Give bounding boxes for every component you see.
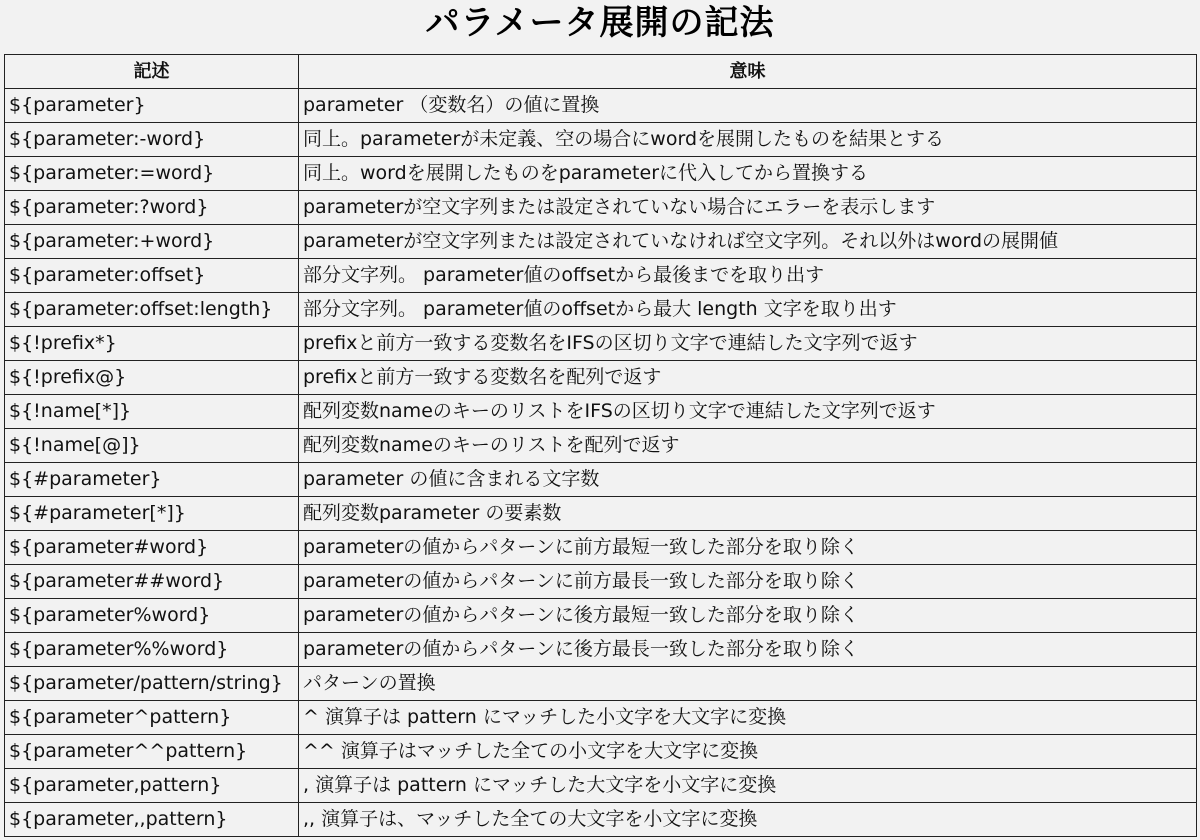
table-body	[5, 89, 1197, 837]
meaning-cell: 部分文字列。 parameter値のoffsetから最後までを取り出す	[299, 259, 1197, 293]
table-row	[5, 463, 1197, 497]
table-row	[5, 803, 1197, 837]
table-row	[5, 327, 1197, 361]
table-row	[5, 123, 1197, 157]
syntax-cell: ${parameter##word}	[5, 565, 299, 599]
meaning-cell: , 演算子は pattern にマッチした大文字を小文字に変換	[299, 769, 1197, 803]
page-title: パラメータ展開の記法	[425, 3, 775, 43]
meaning-cell: parameterの値からパターンに前方最短一致した部分を取り除く	[299, 531, 1197, 565]
table-row	[5, 633, 1197, 667]
table-row	[5, 667, 1197, 701]
syntax-cell: ${parameter:=word}	[5, 157, 299, 191]
syntax-cell: ${parameter^^pattern}	[5, 735, 299, 769]
table-row	[5, 769, 1197, 803]
table-row	[5, 191, 1197, 225]
meaning-cell: ^^ 演算子はマッチした全ての小文字を大文字に変換	[299, 735, 1197, 769]
syntax-cell: ${!name[*]}	[5, 395, 299, 429]
column-header-syntax: 記述	[5, 55, 299, 89]
table-row	[5, 735, 1197, 769]
table-row	[5, 157, 1197, 191]
meaning-cell: ,, 演算子は、マッチした全ての大文字を小文字に変換	[299, 803, 1197, 837]
table-row	[5, 259, 1197, 293]
meaning-cell: 同上。parameterが未定義、空の場合にwordを展開したものを結果とする	[299, 123, 1197, 157]
syntax-cell: ${parameter:-word}	[5, 123, 299, 157]
syntax-cell: ${parameter,,pattern}	[5, 803, 299, 837]
syntax-cell: ${parameter:?word}	[5, 191, 299, 225]
syntax-cell: ${parameter:+word}	[5, 225, 299, 259]
table-row	[5, 293, 1197, 327]
meaning-cell: parameterが空文字列または設定されていない場合にエラーを表示します	[299, 191, 1197, 225]
meaning-cell: prefixと前方一致する変数名をIFSの区切り文字で連結した文字列で返す	[299, 327, 1197, 361]
meaning-cell: 配列変数parameter の要素数	[299, 497, 1197, 531]
table-row	[5, 497, 1197, 531]
syntax-cell: ${!prefix@}	[5, 361, 299, 395]
syntax-cell: ${parameter#word}	[5, 531, 299, 565]
syntax-cell: ${!name[@]}	[5, 429, 299, 463]
table-header-row	[5, 55, 1197, 89]
table-row	[5, 701, 1197, 735]
meaning-cell: 配列変数nameのキーのリストをIFSの区切り文字で連結した文字列で返す	[299, 395, 1197, 429]
syntax-cell: ${parameter%%word}	[5, 633, 299, 667]
syntax-cell: ${parameter,pattern}	[5, 769, 299, 803]
meaning-cell: 部分文字列。 parameter値のoffsetから最大 length 文字を取り出す	[299, 293, 1197, 327]
meaning-cell: 配列変数nameのキーのリストを配列で返す	[299, 429, 1197, 463]
meaning-cell: parameter （変数名）の値に置換	[299, 89, 1197, 123]
syntax-cell: ${#parameter}	[5, 463, 299, 497]
meaning-cell: prefixと前方一致する変数名を配列で返す	[299, 361, 1197, 395]
meaning-cell: parameterの値からパターンに後方最短一致した部分を取り除く	[299, 599, 1197, 633]
table-row	[5, 429, 1197, 463]
meaning-cell: parameterが空文字列または設定されていなければ空文字列。それ以外はwordの展開値	[299, 225, 1197, 259]
table-row	[5, 565, 1197, 599]
column-header-meaning: 意味	[299, 55, 1197, 89]
syntax-cell: ${!prefix*}	[5, 327, 299, 361]
table-row	[5, 361, 1197, 395]
meaning-cell: 同上。wordを展開したものをparameterに代入してから置換する	[299, 157, 1197, 191]
meaning-cell: ^ 演算子は pattern にマッチした小文字を大文字に変換	[299, 701, 1197, 735]
table-row	[5, 395, 1197, 429]
syntax-table	[4, 54, 1197, 837]
table-row	[5, 599, 1197, 633]
table-row	[5, 89, 1197, 123]
syntax-cell: ${parameter^pattern}	[5, 701, 299, 735]
syntax-cell: ${parameter%word}	[5, 599, 299, 633]
syntax-cell: ${parameter/pattern/string}	[5, 667, 299, 701]
table-row	[5, 225, 1197, 259]
syntax-cell: ${parameter:offset}	[5, 259, 299, 293]
syntax-cell: ${parameter}	[5, 89, 299, 123]
meaning-cell: parameterの値からパターンに前方最長一致した部分を取り除く	[299, 565, 1197, 599]
meaning-cell: パターンの置換	[299, 667, 1197, 701]
meaning-cell: parameter の値に含まれる文字数	[299, 463, 1197, 497]
table-row	[5, 531, 1197, 565]
syntax-cell: ${#parameter[*]}	[5, 497, 299, 531]
syntax-cell: ${parameter:offset:length}	[5, 293, 299, 327]
meaning-cell: parameterの値からパターンに後方最長一致した部分を取り除く	[299, 633, 1197, 667]
